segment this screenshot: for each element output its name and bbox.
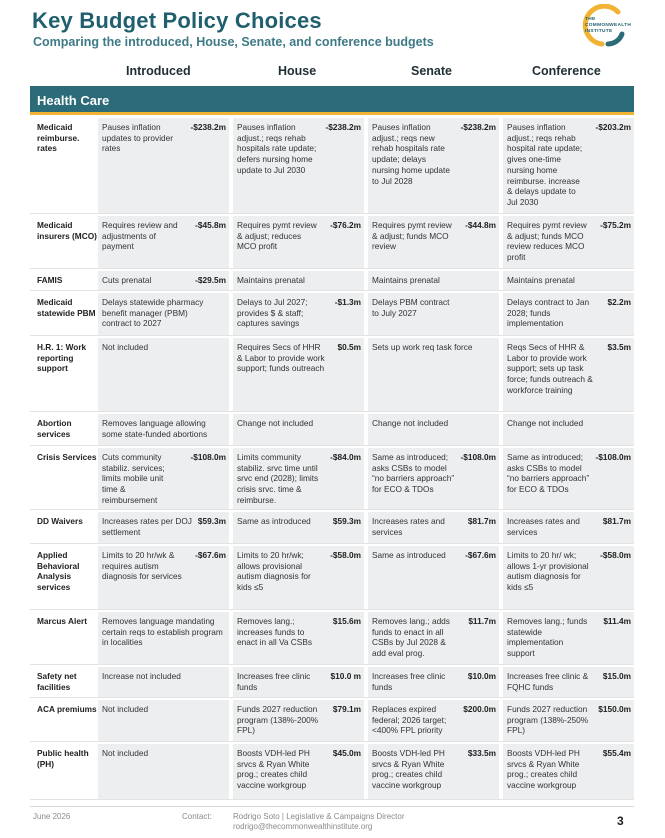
- cell-text: Increases free clinic funds: [372, 671, 446, 692]
- cell-amount: -$238.2m: [190, 122, 226, 132]
- cell-amount: $3.5m: [607, 342, 631, 352]
- cell-amount: -$1.3m: [334, 297, 361, 307]
- cell-text: Same as introduced; asks CSBs to model “no barriers approach” for ECO & TDOs: [372, 452, 455, 495]
- column-header-conference: Conference: [532, 64, 601, 78]
- cell-amount: $59.3m: [332, 516, 361, 526]
- table-cell: [368, 216, 499, 268]
- table-cell: [98, 271, 229, 290]
- table-cell: [503, 118, 634, 213]
- cell-text: Requires pymt review & adjust; funds MCO review: [372, 220, 452, 252]
- table-cell: [233, 118, 364, 213]
- cell-text: Requires review and adjustments of payment: [102, 220, 178, 252]
- table-cell: [368, 700, 499, 741]
- cell-amount: $11.4m: [603, 616, 631, 626]
- table-row: [30, 546, 634, 610]
- cell-text: Limits to 20 hr/wk & requires autism diagnosis for services: [102, 550, 182, 582]
- table-cell: [368, 612, 499, 664]
- cell-text: Limits community stabiliz. srvc time until srvc end (2028); limits crisis srvc. time & reimburse.: [237, 452, 319, 505]
- table-cell: [98, 414, 229, 445]
- table-cell: [503, 448, 634, 509]
- column-header-senate: Senate: [411, 64, 452, 78]
- cell-amount: $55.4m: [602, 748, 631, 758]
- column-header-introduced: Introduced: [126, 64, 191, 78]
- cell-amount: -$84.0m: [330, 452, 361, 462]
- cell-text: Requires pymt review & adjust; reduces MCO profit: [237, 220, 317, 252]
- cell-text: Removes lang.; increases funds to enact in all Va CSBs: [237, 616, 313, 648]
- cell-amount: -$203.2m: [595, 122, 631, 132]
- cell-text: Not included: [102, 748, 149, 758]
- cell-text: Pauses inflation updates to provider rates: [102, 122, 174, 154]
- page-title: Key Budget Policy Choices: [32, 8, 322, 33]
- table-row: [30, 667, 634, 698]
- table-cell: [98, 293, 229, 335]
- cell-text: Funds 2027 reduction program (138%-200% FPL): [237, 704, 319, 736]
- table-cell: [503, 271, 634, 290]
- cell-text: Pauses inflation adjust.; reqs rehab hospitals rate update; defers nursing home update to Jul 2030: [237, 122, 317, 175]
- cell-text: Increases rates and services: [507, 516, 580, 537]
- table-cell: [233, 448, 364, 509]
- cell-text: Reqs Secs of HHR & Labor to provide work support; sets up task force; funds outreach & workforce training: [507, 342, 593, 395]
- table-cell: [368, 118, 499, 213]
- table-row: [30, 271, 634, 291]
- cell-text: Removes language mandating certain reqs to establish program in localities: [102, 616, 223, 648]
- table-cell: [233, 293, 364, 335]
- table-cell: [368, 293, 499, 335]
- footer-contact: [233, 812, 405, 832]
- cell-amount: $81.7m: [467, 516, 496, 526]
- table-cell: [503, 512, 634, 543]
- table-cell: [503, 546, 634, 609]
- cell-text: Maintains prenatal: [237, 275, 305, 285]
- table-cell: [233, 612, 364, 664]
- cell-amount: -$58.0m: [330, 550, 361, 560]
- table-cell: [503, 612, 634, 664]
- table-cell: [98, 338, 229, 411]
- cell-text: Cuts prenatal: [102, 275, 152, 285]
- cell-text: Not included: [102, 342, 149, 352]
- cell-amount: -$67.6m: [465, 550, 496, 560]
- table-cell: [233, 700, 364, 741]
- cell-amount: -$238.2m: [460, 122, 496, 132]
- cell-text: Maintains prenatal: [372, 275, 440, 285]
- cell-text: Same as introduced: [372, 550, 446, 560]
- table-cell: [98, 118, 229, 213]
- cell-amount: $59.3m: [197, 516, 226, 526]
- cell-text: Same as introduced; asks CSBs to model “no barriers approach” for ECO & TDOs: [507, 452, 590, 495]
- cell-amount: -$44.8m: [465, 220, 496, 230]
- contact-name: Rodrigo Soto | Legislative & Campaigns Director: [233, 812, 405, 821]
- table-row: [30, 744, 634, 800]
- row-label: FAMIS: [37, 275, 63, 285]
- cell-text: Change not included: [507, 418, 584, 428]
- table-cell: [368, 667, 499, 697]
- cell-text: Requires Secs of HHR & Labor to provide work support; funds outreach: [237, 342, 325, 374]
- section-title: Health Care: [37, 93, 110, 108]
- cell-text: Boosts VDH-led PH srvcs & Ryan White prog.; creates child vaccine workgroup: [237, 748, 310, 791]
- table-cell: [98, 700, 229, 741]
- cell-text: Not included: [102, 704, 149, 714]
- footer-contact-label: Contact:: [182, 812, 212, 821]
- table-cell: [233, 414, 364, 445]
- cell-amount: $81.7m: [602, 516, 631, 526]
- table-cell: [503, 414, 634, 445]
- table-cell: [98, 744, 229, 799]
- cell-amount: $10.0m: [467, 671, 496, 681]
- table-cell: [233, 271, 364, 290]
- table-cell: [368, 744, 499, 799]
- section-header-health-care: [30, 86, 634, 115]
- row-label: Public health (PH): [37, 748, 89, 769]
- table-row: [30, 118, 634, 214]
- table-row: [30, 448, 634, 510]
- cell-amount: $200.0m: [463, 704, 496, 714]
- table-cell: [98, 216, 229, 268]
- table-cell: [368, 546, 499, 609]
- cell-amount: -$108.0m: [595, 452, 631, 462]
- cell-amount: $15.0m: [602, 671, 631, 681]
- cell-text: Replaces expired federal; 2026 target; <400% FPL priority: [372, 704, 447, 736]
- table-cell: [368, 338, 499, 411]
- row-label: Medicaid insurers (MCO): [37, 220, 97, 241]
- cell-text: Increases free clinic & FQHC funds: [507, 671, 589, 692]
- cell-amount: $0.5m: [337, 342, 361, 352]
- cell-amount: $11.7m: [468, 616, 496, 626]
- cell-text: Cuts community stabiliz. services; limits mobile unit time & reimbursement: [102, 452, 165, 505]
- cell-amount: -$108.0m: [460, 452, 496, 462]
- cell-text: Change not included: [237, 418, 314, 428]
- table-row: [30, 512, 634, 544]
- cell-amount: -$108.0m: [190, 452, 226, 462]
- table-cell: [98, 448, 229, 509]
- page-number: 3: [617, 814, 624, 828]
- cell-amount: $2.2m: [607, 297, 631, 307]
- table-cell: [98, 612, 229, 664]
- row-label: H.R. 1: Work reporting support: [37, 342, 87, 374]
- cell-text: Boosts VDH-led PH srvcs & Ryan White prog.; creates child vaccine workgroup: [507, 748, 580, 791]
- table-cell: [233, 546, 364, 609]
- table-cell: [98, 546, 229, 609]
- table-cell: [503, 700, 634, 741]
- table-row: [30, 293, 634, 336]
- cell-text: Funds 2027 reduction program (138%-250% FPL): [507, 704, 589, 736]
- cell-text: Maintains prenatal: [507, 275, 575, 285]
- contact-email[interactable]: rodrigo@thecommonwealthinstitute.org: [233, 822, 373, 831]
- cell-amount: $10.0 m: [330, 671, 361, 681]
- cell-text: Delays statewide pharmacy benefit manager (PBM) contract to 2027: [102, 297, 204, 329]
- table-row: [30, 216, 634, 269]
- page-subtitle: Comparing the introduced, House, Senate, and conference budgets: [33, 35, 434, 49]
- table-row: [30, 612, 634, 665]
- cell-amount: -$76.2m: [330, 220, 361, 230]
- cell-text: Same as introduced: [237, 516, 311, 526]
- table-cell: [233, 338, 364, 411]
- row-label: Crisis Services: [37, 452, 97, 462]
- cell-text: Increases free clinic funds: [237, 671, 311, 692]
- table-row: [30, 700, 634, 742]
- cell-text: Increases rates per DOJ settlement: [102, 516, 192, 537]
- table-cell: [368, 448, 499, 509]
- cell-amount: $33.5m: [467, 748, 496, 758]
- cell-amount: $79.1m: [332, 704, 361, 714]
- cell-text: Delays contract to Jan 2028; funds implementation: [507, 297, 590, 329]
- cell-amount: $45.0m: [332, 748, 361, 758]
- cell-amount: -$238.2m: [325, 122, 361, 132]
- row-label: Applied Behavioral Analysis services: [37, 550, 80, 593]
- cell-text: Increase not included: [102, 671, 181, 681]
- cell-amount: -$58.0m: [600, 550, 631, 560]
- cell-text: Increases rates and services: [372, 516, 445, 537]
- table-cell: [503, 216, 634, 268]
- cell-text: Delays PBM contract to July 2027: [372, 297, 450, 318]
- table-cell: [233, 512, 364, 543]
- table-cell: [503, 667, 634, 697]
- row-label: Abortion services: [37, 418, 72, 439]
- table-cell: [368, 512, 499, 543]
- cell-text: Requires pymt review & adjust; funds MCO review reduces MCO profit: [507, 220, 587, 263]
- row-label: Safety net facilities: [37, 671, 77, 692]
- cell-text: Removes lang.; adds funds to enact in all CSBs by Jul 2028 & add eval prog.: [372, 616, 450, 659]
- logo-text: THE COMMONWEALTH INSTITUTE: [585, 17, 632, 34]
- cell-amount: -$45.8m: [195, 220, 226, 230]
- cell-text: Removes lang.; funds statewide implementation support: [507, 616, 588, 659]
- cell-text: Delays to Jul 2027; provides $ & staff; captures savings: [237, 297, 308, 329]
- table-cell: [503, 293, 634, 335]
- table-row: [30, 414, 634, 446]
- row-label: DD Waivers: [37, 516, 83, 526]
- table-cell: [368, 414, 499, 445]
- table-cell: [503, 744, 634, 799]
- table-cell: [233, 667, 364, 697]
- row-label: Marcus Alert: [37, 616, 87, 626]
- cell-text: Sets up work req task force: [372, 342, 473, 352]
- cell-text: Limits to 20 hr/ wk; allows 1-yr provisional autism diagnosis for kids ≤5: [507, 550, 589, 593]
- table-cell: [98, 667, 229, 697]
- cell-text: Pauses inflation adjust.; reqs rehab hospital rate update; gives one-time nursing home reimburse. increase & delays update to Jul 2030: [507, 122, 583, 207]
- table-cell: [233, 216, 364, 268]
- table-cell: [98, 512, 229, 543]
- cell-amount: -$75.2m: [600, 220, 631, 230]
- cell-text: Removes language allowing some state-funded abortions: [102, 418, 208, 439]
- row-label: Medicaid reimburse. rates: [37, 122, 80, 154]
- column-header-house: House: [278, 64, 317, 78]
- table-cell: [503, 338, 634, 411]
- footer-divider: [30, 806, 634, 807]
- table-cell: [233, 744, 364, 799]
- cell-text: Change not included: [372, 418, 449, 428]
- cell-amount: $150.0m: [598, 704, 631, 714]
- cell-text: Limits to 20 hr/wk; allows provisional autism diagnosis for kids ≤5: [237, 550, 311, 593]
- table-cell: [368, 271, 499, 290]
- footer-date: June 2026: [33, 812, 71, 821]
- row-label: Medicaid statewide PBM: [37, 297, 96, 318]
- row-label: ACA premiums: [37, 704, 97, 714]
- cell-amount: -$67.6m: [195, 550, 226, 560]
- cell-amount: -$29.5m: [195, 275, 226, 285]
- cell-text: Boosts VDH-led PH srvcs & Ryan White prog.; creates child vaccine workgroup: [372, 748, 445, 791]
- table-row: [30, 338, 634, 412]
- cell-amount: $15.6m: [332, 616, 361, 626]
- cell-text: Pauses inflation adjust.; reqs new rehab hospitals rate update; delays nursing home update to Jul 2028: [372, 122, 450, 186]
